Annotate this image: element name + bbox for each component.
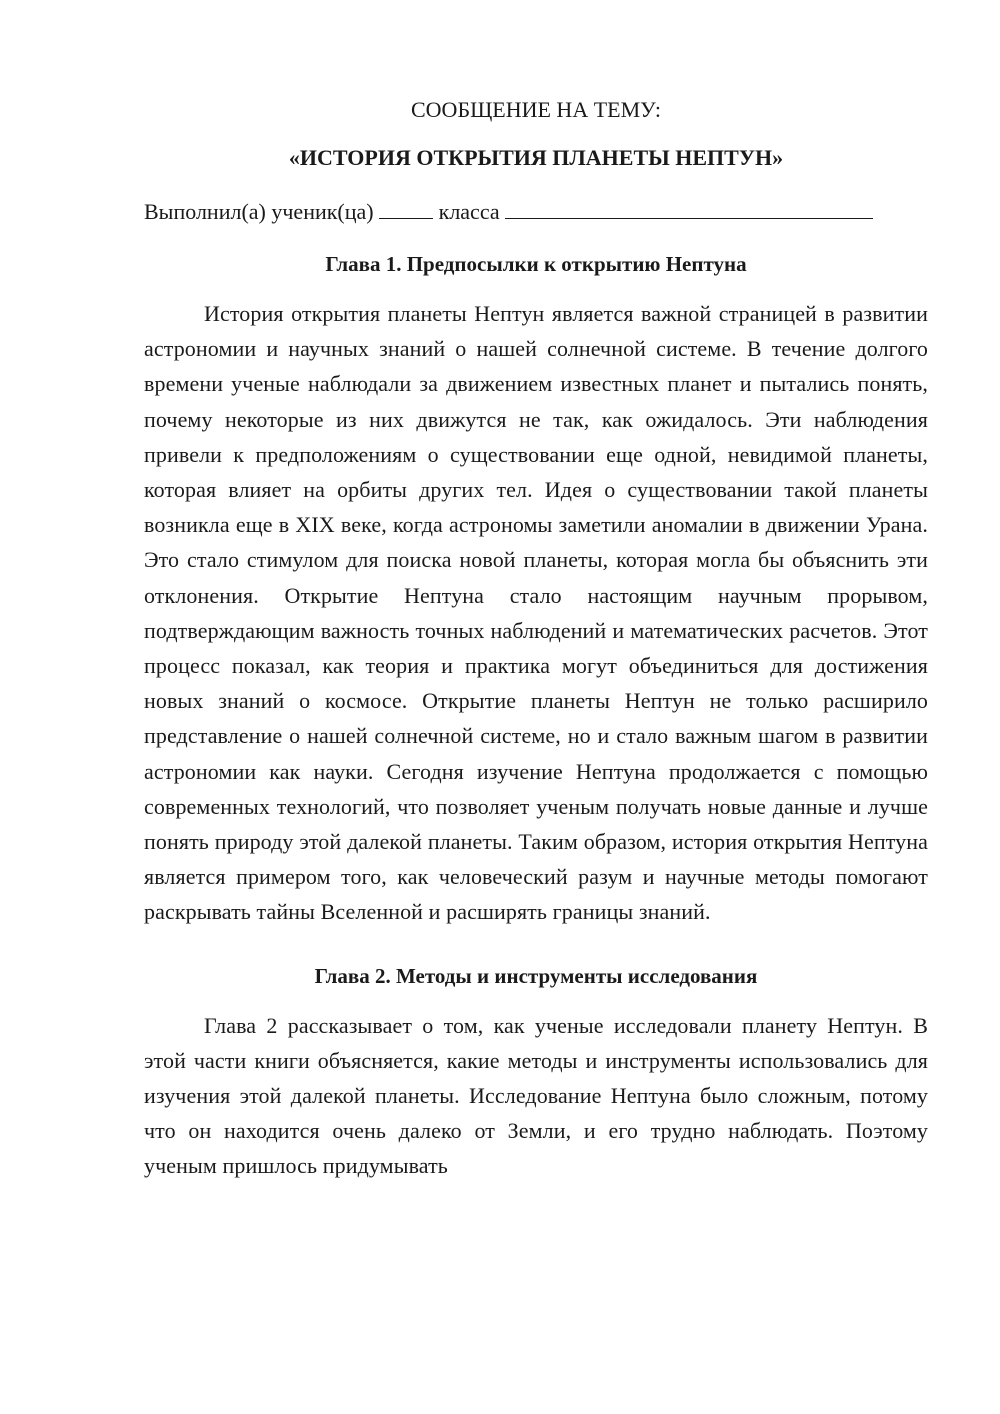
name-blank xyxy=(505,196,873,219)
chapter-1-paragraph: История открытия планеты Нептун является важной страницей в развитии астрономии и научных знаний о нашей солнечной системе. В течение долгого времени ученые наблюдали за движением известных планет и пытались понять, почему некоторые из них движутся не так, как ожидалось. Эти наблюдения привели к предположениям о существовании еще одной, невидимой планеты, которая влияет на орбиты других тел. Идея о существовании такой планеты возникла еще в XIX веке, когда астрономы заметили аномалии в движении Урана. Это стало стимулом для поиска новой планеты, которая могла бы объяснить эти отклонения. Открытие Нептуна стало настоящим научным прорывом, подтверждающим важность точных наблюдений и математических расчетов. Этот процесс показал, как теория и практика могут объединиться для достижения новых знаний о космосе. Открытие планеты Нептун не только расширило представление о нашей солнечной системе, но и стало важным шагом в развитии астрономии как науки. Сегодня изучение Нептуна продолжается с помощью современных технологий, что позволяет ученым получать новые данные и лучше понять природу этой далекой планеты. Таким образом, история открытия Нептуна является примером того, как человеческий разум и научные методы помогают раскрывать тайны Вселенной и расширять границы знаний. xyxy=(144,301,928,925)
author-label: Выполнил(а) ученик(ца) xyxy=(144,199,374,224)
class-label: класса xyxy=(438,199,500,224)
chapter-2-paragraph: Глава 2 рассказывает о том, как ученые исследовали планету Нептун. В этой части книги объясняется, какие методы и инструменты использовались для изучения этой далекой планеты. Исследование Нептуна было сложным, потому что он находится очень далеко от Земли, и его трудно наблюдать. Поэтому ученым пришлось придумывать xyxy=(144,1012,928,1179)
chapter-2-heading: Глава 2. Методы и инструменты исследования xyxy=(314,963,758,988)
grade-blank xyxy=(379,196,433,219)
document-subtitle: СООБЩЕНИЕ НА ТЕМУ: xyxy=(411,97,661,122)
document-page xyxy=(144,90,928,1184)
chapter-1-heading: Глава 1. Предпосылки к открытию Нептуна xyxy=(325,252,747,276)
author-line xyxy=(144,194,928,230)
document-title: «ИСТОРИЯ ОТКРЫТИЯ ПЛАНЕТЫ НЕПТУН» xyxy=(288,145,784,170)
